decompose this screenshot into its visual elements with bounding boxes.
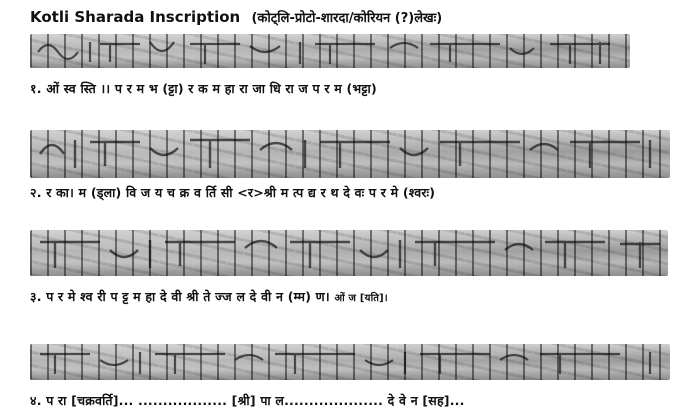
transliteration-line-1: १. ओं स्व स्ति ।। प र म भ (ट्टा) र क म हा रा जा धि रा ज प र म (भट्टा) bbox=[30, 81, 377, 96]
title-main: Kotli Sharada Inscription bbox=[30, 8, 241, 26]
transliteration-line-4: ४. प रा [चक्रवर्ति]... .................. [श्री] पा ल.................... दे वे न [सह]... bbox=[30, 393, 465, 408]
inscription-glyphs-1 bbox=[30, 34, 630, 68]
inscription-image-2 bbox=[30, 130, 670, 178]
page-title bbox=[30, 8, 442, 26]
transliteration-line-3 bbox=[30, 288, 388, 305]
transliteration-line-3-text: ३. प र मे श्व री प ट्ट म हा दे वी श्री ते ज्ज ल दे वी न (म्म) ण। bbox=[30, 289, 330, 304]
inscription-glyphs-2 bbox=[30, 130, 670, 178]
inscription-glyphs-4 bbox=[30, 344, 670, 380]
inscription-glyphs-3 bbox=[30, 230, 668, 276]
title-subtitle: (कोट्लि-प्रोटो-शारदा/कोरियन (?)लेखः) bbox=[251, 11, 443, 26]
inscription-image-3 bbox=[30, 230, 668, 276]
inscription-image-1 bbox=[30, 34, 630, 68]
transliteration-line-2: २. र का। म (ड्ला) वि ज य च क्र व र्ति सी <र>श्री म त्प द्य र थ दे वः प र मे (श्वरः) bbox=[30, 185, 436, 200]
transliteration-line-3-suffix: ओं ज [यति]। bbox=[334, 293, 388, 304]
inscription-image-4 bbox=[30, 344, 670, 380]
